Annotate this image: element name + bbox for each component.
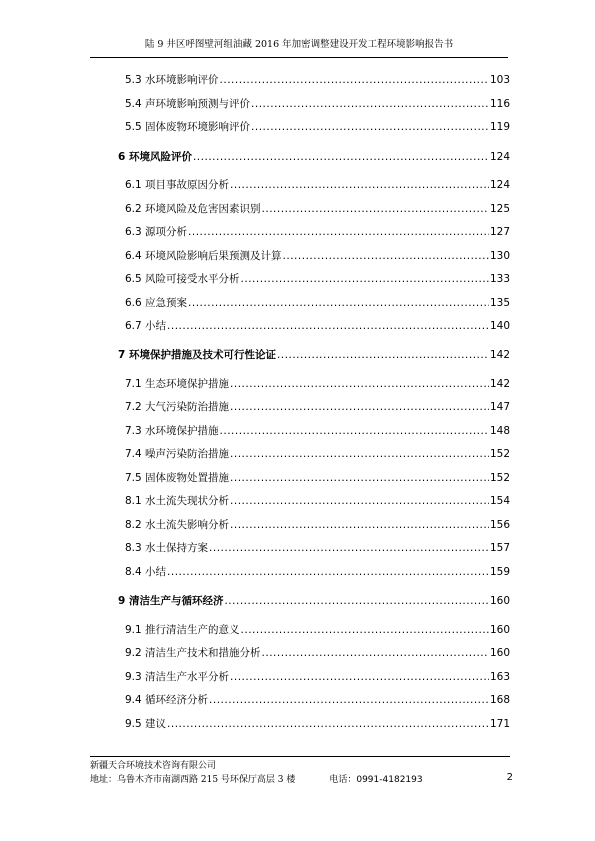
toc-leader [167,716,489,732]
toc-entry[interactable] [125,493,510,509]
toc-leader [277,347,489,363]
toc-leader [230,376,489,392]
toc-entry-label: 6.5 风险可接受水平分析 [125,273,240,285]
toc-chapter-page: 124 [489,151,510,163]
toc-entry-label: 5.3 水环境影响评价 [125,74,219,86]
toc-entry-page: 127 [489,226,510,238]
toc-entry-label: 5.5 固体废物环境影响评价 [125,121,251,133]
toc-leader [251,96,489,112]
toc-entry-page: 157 [489,542,510,554]
toc-entry[interactable] [125,224,510,240]
toc-entry-label: 8.4 小结 [125,566,167,578]
toc-leader [224,593,488,609]
toc-entry-page: 156 [489,519,510,531]
toc-leader [230,517,489,533]
toc-entry-label: 7.3 水环境保护措施 [125,425,219,437]
toc-entry-page: 119 [489,121,510,133]
toc-entry-page: 160 [489,647,510,659]
header-title: 陆 9 井区呼图壁河组油藏 2016 年加密调整建设开发工程环境影响报告书 [144,39,454,50]
footer-company: 新疆天合环境技术咨询有限公司 [90,761,217,771]
toc-entry-page: 168 [489,694,510,706]
toc-leader [193,149,489,165]
toc-leader [230,470,489,486]
toc-entry-label: 8.1 水土流失现状分析 [125,495,230,507]
toc-chapter[interactable] [118,593,510,609]
toc-chapter[interactable] [118,149,510,165]
toc-entry-page: 163 [489,671,510,683]
toc-entry[interactable] [125,669,510,685]
toc-entry[interactable] [125,399,510,415]
toc-entry-label: 8.3 水土保持方案 [125,542,209,554]
toc-entry-page: 159 [489,566,510,578]
toc-entry-page: 154 [489,495,510,507]
toc-entry[interactable] [125,248,510,264]
footer-phone: 电话：0991-4182193 [329,775,423,785]
toc-leader [220,72,489,88]
toc-entry-page: 133 [489,273,510,285]
toc-entry-label: 6.4 环境风险影响后果预测及计算 [125,250,282,262]
toc-entry-label: 7.4 噪声污染防治措施 [125,448,230,460]
toc-entry[interactable] [125,540,510,556]
toc-entry[interactable] [125,716,510,732]
toc-entry-page: 148 [489,425,510,437]
toc-leader [230,399,489,415]
toc-entry-page: 116 [489,98,510,110]
toc-entry-label: 6.6 应急预案 [125,297,188,309]
toc-entry[interactable] [125,645,510,661]
toc-entry-page: 124 [489,179,510,191]
toc-entry[interactable] [125,446,510,462]
toc-entry[interactable] [125,622,510,638]
page-footer [90,756,510,787]
toc-entry-label: 9.5 建议 [125,718,167,730]
toc-entry-label: 7.2 大气污染防治措施 [125,401,230,413]
toc-entry-label: 6.7 小结 [125,320,167,332]
toc-entry-label: 7.5 固体废物处置措施 [125,472,230,484]
toc-entry-label: 9.2 清洁生产技术和措施分析 [125,647,261,659]
toc-entry-page: 125 [489,203,510,215]
toc-chapter[interactable] [118,347,510,363]
toc-entry-page: 142 [489,378,510,390]
toc-entry-label: 9.3 清洁生产水平分析 [125,671,230,683]
footer-contact [90,773,510,787]
footer-address: 地址：乌鲁木齐市南湖西路 215 号环保厅高层 3 楼 [90,775,296,785]
toc-leader [230,669,489,685]
toc-entry-page: 135 [489,297,510,309]
toc-entry-page: 152 [489,448,510,460]
toc-leader [230,493,489,509]
toc-entry-label: 6.1 项目事故原因分析 [125,179,230,191]
toc-entry-label: 6.3 源项分析 [125,226,188,238]
toc-entry[interactable] [125,119,510,135]
toc-entry[interactable] [125,177,510,193]
toc-entry[interactable] [125,470,510,486]
toc-entry-label: 8.2 水土流失影响分析 [125,519,230,531]
toc-chapter-page: 160 [489,595,510,607]
toc-entry[interactable] [125,318,510,334]
toc-entry[interactable] [125,271,510,287]
toc-entry-page: 130 [489,250,510,262]
toc-leader [188,295,489,311]
toc-entry-page: 140 [489,320,510,332]
toc-entry[interactable] [125,564,510,580]
toc-chapter-label: 9 清洁生产与循环经济 [118,595,224,607]
running-header [90,37,508,58]
toc-leader [251,119,489,135]
toc-leader [262,645,489,661]
toc-entry-page: 103 [489,74,510,86]
toc-entry-label: 6.2 环境风险及危害因素识别 [125,203,261,215]
toc-leader [167,318,489,334]
toc-entry[interactable] [125,692,510,708]
toc-leader [241,271,489,287]
toc-chapter-label: 6 环境风险评价 [118,151,192,163]
toc-chapter-label: 7 环境保护措施及技术可行性论证 [118,349,276,361]
toc-leader [220,423,489,439]
toc-leader [188,224,489,240]
toc-leader [230,446,489,462]
toc-entry-label: 5.4 声环境影响预测与评价 [125,98,251,110]
toc-entry[interactable] [125,423,510,439]
toc-leader [241,622,489,638]
toc-entry-page: 152 [489,472,510,484]
toc-entry-label: 9.1 推行清洁生产的意义 [125,624,240,636]
toc-entry[interactable] [125,96,510,112]
toc-leader [167,564,489,580]
toc-entry[interactable] [125,376,510,392]
page-number: 2 [506,772,513,783]
toc-entry[interactable] [125,517,510,533]
toc-leader [230,177,489,193]
toc-leader [209,692,489,708]
toc-entry-label: 7.1 生态环境保护措施 [125,378,230,390]
toc-entry-page: 147 [489,401,510,413]
toc-entry[interactable] [125,201,510,217]
toc-entry-label: 9.4 循环经济分析 [125,694,209,706]
toc-leader [262,201,489,217]
toc-leader [209,540,489,556]
toc-entry[interactable] [125,72,510,88]
toc-entry-page: 160 [489,624,510,636]
toc-leader [283,248,489,264]
toc-entry[interactable] [125,295,510,311]
toc-entry-page: 171 [489,718,510,730]
toc-chapter-page: 142 [489,349,510,361]
